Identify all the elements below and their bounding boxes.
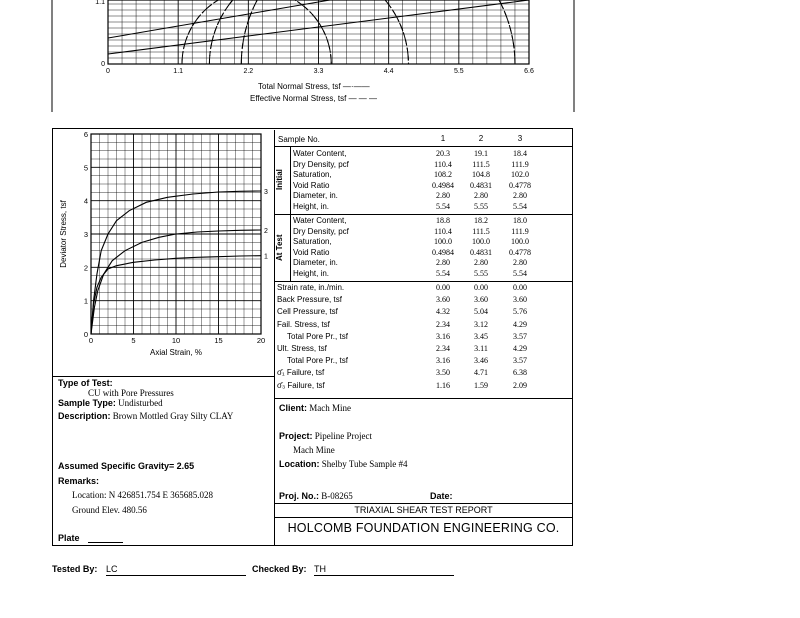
table-cell: 110.4 xyxy=(434,226,452,236)
table-cell: 0.00 xyxy=(436,283,450,292)
table-cell: 3.16 xyxy=(436,356,450,366)
ss-curve-label-2: 2 xyxy=(264,228,268,235)
legend-total-label: Total Normal Stress, tsf xyxy=(258,82,341,91)
table-cell: 111.9 xyxy=(511,226,529,236)
report-title: TRIAXIAL SHEAR TEST REPORT xyxy=(354,505,493,515)
location-value: Shelby Tube Sample #4 xyxy=(321,459,408,469)
table-cell: 4.29 xyxy=(513,319,527,329)
tested-value: LC xyxy=(106,564,246,576)
mohr-circle-total-2 xyxy=(209,0,408,64)
table-cell: 3.60 xyxy=(513,295,527,305)
ss-y-tick-label: 4 xyxy=(83,196,88,206)
sample-type-label: Sample Type: xyxy=(58,398,116,408)
table-info-divider xyxy=(274,398,572,399)
table-cell: 4.29 xyxy=(513,344,527,353)
mohr-x-tick-label: 5.5 xyxy=(453,68,464,75)
mohr-x-tick-label: 6.6 xyxy=(524,68,534,75)
legend-effective-symbol: — — — xyxy=(348,94,378,103)
table-cell: 3.57 xyxy=(513,331,527,341)
table-cell: 104.8 xyxy=(472,170,490,179)
table-cell: 6.38 xyxy=(513,368,527,378)
gravity-value: 2.65 xyxy=(176,461,195,471)
table-col-header-3: 3 xyxy=(517,134,523,143)
projno-value: B-08265 xyxy=(321,491,353,501)
ss-y-tick-label: 1 xyxy=(83,296,88,306)
table-col-header-1: 1 xyxy=(440,134,446,143)
tested-label: Tested By: xyxy=(52,564,98,574)
mohr-circle-effective-1 xyxy=(182,0,331,64)
table-group-divider xyxy=(290,147,291,281)
checked-label: Checked By: xyxy=(252,564,307,574)
table-row-label: Water Content, xyxy=(293,149,347,158)
type-value: CU with Pore Pressures xyxy=(88,388,174,398)
table-cell: 1.59 xyxy=(474,380,488,390)
table-cell: 1.16 xyxy=(436,380,450,390)
table-cell: 2.34 xyxy=(436,344,450,353)
ss-y-tick-label: 2 xyxy=(83,263,88,273)
table-cell: 102.0 xyxy=(511,170,529,179)
table-cell: 111.5 xyxy=(472,159,490,169)
mohr-x-tick-label: 4.4 xyxy=(383,68,394,75)
remarks-label: Remarks: xyxy=(58,476,100,486)
table-cell: 2.80 xyxy=(513,191,527,200)
table-row-label: Strain rate, in./min. xyxy=(277,283,345,292)
project-label: Project: xyxy=(279,431,313,441)
table-cell: 0.4778 xyxy=(509,247,531,257)
description-value: Brown Mottled Gray Silty CLAY xyxy=(112,411,234,421)
table-cell: 5.54 xyxy=(513,201,527,211)
table-cell: 5.55 xyxy=(474,268,488,278)
ss-curve-label-1: 1 xyxy=(264,253,268,261)
mohr-circle-chart xyxy=(0,0,800,112)
ss-ticks xyxy=(84,130,265,345)
mohr-envelope-effective xyxy=(108,0,330,38)
table-row-label: Ult. Stress, tsf xyxy=(277,344,327,353)
table-row-label: Dry Density, pcf xyxy=(293,226,349,236)
table-row-label: Diameter, in. xyxy=(293,191,338,200)
ss-y-tick-label: 5 xyxy=(83,163,88,173)
table-cell: 2.09 xyxy=(513,380,527,390)
table-cell: 4.32 xyxy=(436,307,450,317)
table-attest-rule xyxy=(275,281,572,282)
mohr-circle-effective-2 xyxy=(209,0,408,64)
table-cell: 100.0 xyxy=(511,237,529,246)
table-cell: 3.60 xyxy=(436,295,450,305)
type-label: Type of Test: xyxy=(58,378,113,388)
ss-y-tick-label: 0 xyxy=(83,330,88,339)
table-cell: 20.3 xyxy=(436,149,450,158)
project-value: Pipeline Project xyxy=(314,431,373,441)
ss-x-tick-label: 0 xyxy=(88,336,94,345)
table-cell: 0.00 xyxy=(513,283,527,292)
table-row-label: Diameter, in. xyxy=(293,258,338,267)
table-cell: 0.4778 xyxy=(509,180,531,190)
table-row-label: Dry Density, pcf xyxy=(293,159,349,169)
table-row-label: σ̄₁ Failure, tsf xyxy=(277,368,325,378)
table-cell: 100.0 xyxy=(434,237,452,246)
stress-strain-chart xyxy=(53,129,274,375)
table-cell: 4.71 xyxy=(474,368,488,378)
table-cell: 5.54 xyxy=(436,268,450,278)
table-cell: 3.11 xyxy=(474,344,488,353)
legend-effective-label: Effective Normal Stress, tsf xyxy=(250,94,347,103)
table-cell: 100.0 xyxy=(472,237,490,246)
ss-curves xyxy=(91,189,268,334)
table-cell: 0.4831 xyxy=(470,180,492,190)
ss-ylabel: Deviator Stress, tsf xyxy=(59,200,68,268)
remarks-location: Location: N 426851.754 E 365685.028 xyxy=(72,490,213,500)
sample-type-value: Undisturbed xyxy=(118,398,163,408)
mohr-y-tick-label: 0 xyxy=(101,61,105,68)
table-cell: 2.34 xyxy=(436,319,450,329)
table-header-rule xyxy=(275,146,572,147)
checked-value: TH xyxy=(314,564,454,576)
table-header-label: Sample No. xyxy=(278,135,320,144)
legend-total-symbol: —·—— xyxy=(342,82,370,91)
table-cell: 0.4984 xyxy=(432,247,454,257)
company-name: HOLCOMB FOUNDATION ENGINEERING CO. xyxy=(287,521,560,535)
table-cell: 18.4 xyxy=(513,149,527,158)
table-cell: 0.4984 xyxy=(432,180,454,190)
gravity-label: Assumed Specific Gravity= xyxy=(58,461,175,471)
table-row-label: Water Content, xyxy=(293,216,347,225)
mohr-x-tick-label: 1.1 xyxy=(173,68,184,75)
ss-xlabel: Axial Strain, % xyxy=(149,348,203,357)
mohr-x-tick-label: 3.3 xyxy=(313,68,324,75)
table-cell: 3.46 xyxy=(474,356,488,366)
table-row-label: Total Pore Pr., tsf xyxy=(287,356,348,366)
client-label: Client: xyxy=(279,403,307,413)
ss-curve-label-3: 3 xyxy=(264,189,268,196)
ss-y-tick-label: 6 xyxy=(83,130,88,139)
table-row-label: Saturation, xyxy=(293,237,332,246)
table-row-label: Back Pressure, tsf xyxy=(277,295,342,305)
table-cell: 2.80 xyxy=(474,258,488,267)
gravity-line xyxy=(58,461,194,471)
table-cell: 0.4831 xyxy=(470,247,492,257)
table-cell: 3.45 xyxy=(474,331,488,341)
table-cell: 18.8 xyxy=(436,216,450,225)
project-value-2: Mach Mine xyxy=(293,445,335,455)
table-cell: 3.60 xyxy=(474,295,488,305)
location-label: Location: xyxy=(279,459,320,469)
plate-value-line xyxy=(88,542,123,543)
table-cell: 3.12 xyxy=(474,319,488,329)
table-row-label: Height, in. xyxy=(293,201,330,211)
table-row-label: Fail. Stress, tsf xyxy=(277,319,330,329)
ss-x-tick-label: 20 xyxy=(256,336,266,345)
table-cell: 5.04 xyxy=(474,307,488,317)
mohr-y-tick-label: 1.1 xyxy=(95,0,105,6)
attest-group-label: At Test xyxy=(275,234,284,262)
table-row-label: Height, in. xyxy=(293,268,330,278)
company-rule xyxy=(275,517,572,518)
table-cell: 110.4 xyxy=(434,159,452,169)
table-cell: 2.80 xyxy=(436,258,450,267)
plate-label: Plate xyxy=(58,533,80,543)
table-row-label: Cell Pressure, tsf xyxy=(277,307,338,317)
ss-y-tick-label: 3 xyxy=(83,230,88,239)
table-cell: 5.54 xyxy=(436,201,450,211)
ss-x-tick-label: 5 xyxy=(131,336,136,345)
mohr-x-tick-label: 0 xyxy=(106,68,110,75)
table-row-label: Total Pore Pr., tsf xyxy=(287,331,348,341)
test-info xyxy=(58,378,272,421)
mohr-grid xyxy=(108,0,529,64)
table-cell: 108.2 xyxy=(434,170,452,179)
table-cell: 5.54 xyxy=(513,268,527,278)
mohr-circle-total-1 xyxy=(182,0,331,64)
table-cell: 2.80 xyxy=(513,258,527,267)
table-cell: 3.50 xyxy=(436,368,450,378)
table-row-label: Saturation, xyxy=(293,170,332,179)
table-cell: 5.76 xyxy=(513,307,527,317)
title-rule xyxy=(275,503,572,504)
client-value: Mach Mine xyxy=(309,403,351,413)
table-cell: 19.1 xyxy=(474,149,488,158)
mohr-legend-total xyxy=(258,82,370,91)
initial-group-label: Initial xyxy=(275,169,284,191)
table-cell: 111.5 xyxy=(472,226,490,236)
table-col-header-2: 2 xyxy=(478,134,484,143)
ss-x-tick-label: 15 xyxy=(214,336,223,345)
table-row-label: Void Ratio xyxy=(293,180,330,190)
date-label: Date: xyxy=(430,491,453,501)
chart-info-divider xyxy=(53,376,274,377)
table-cell: 0.00 xyxy=(474,283,488,292)
mohr-legend-effective xyxy=(250,94,377,103)
table-cell: 2.80 xyxy=(474,191,488,200)
table-cell: 3.57 xyxy=(513,356,527,366)
description-label: Description: xyxy=(58,411,111,421)
remarks-elevation: Ground Elev. 480.56 xyxy=(72,505,147,515)
table-row-label: σ̄₃ Failure, tsf xyxy=(277,380,325,390)
table-cell: 2.80 xyxy=(436,191,450,200)
table-cell: 111.9 xyxy=(511,159,529,169)
table-row-label: Void Ratio xyxy=(293,247,330,257)
table-cell: 18.2 xyxy=(474,216,488,225)
ss-x-tick-label: 10 xyxy=(171,336,181,345)
mohr-x-tick-label: 2.2 xyxy=(243,68,254,75)
table-cell: 18.0 xyxy=(513,216,527,225)
projno-label: Proj. No.: xyxy=(279,491,319,501)
table-cell: 3.16 xyxy=(436,331,450,341)
table-cell: 5.55 xyxy=(474,201,488,211)
table-initial-rule xyxy=(275,214,572,215)
